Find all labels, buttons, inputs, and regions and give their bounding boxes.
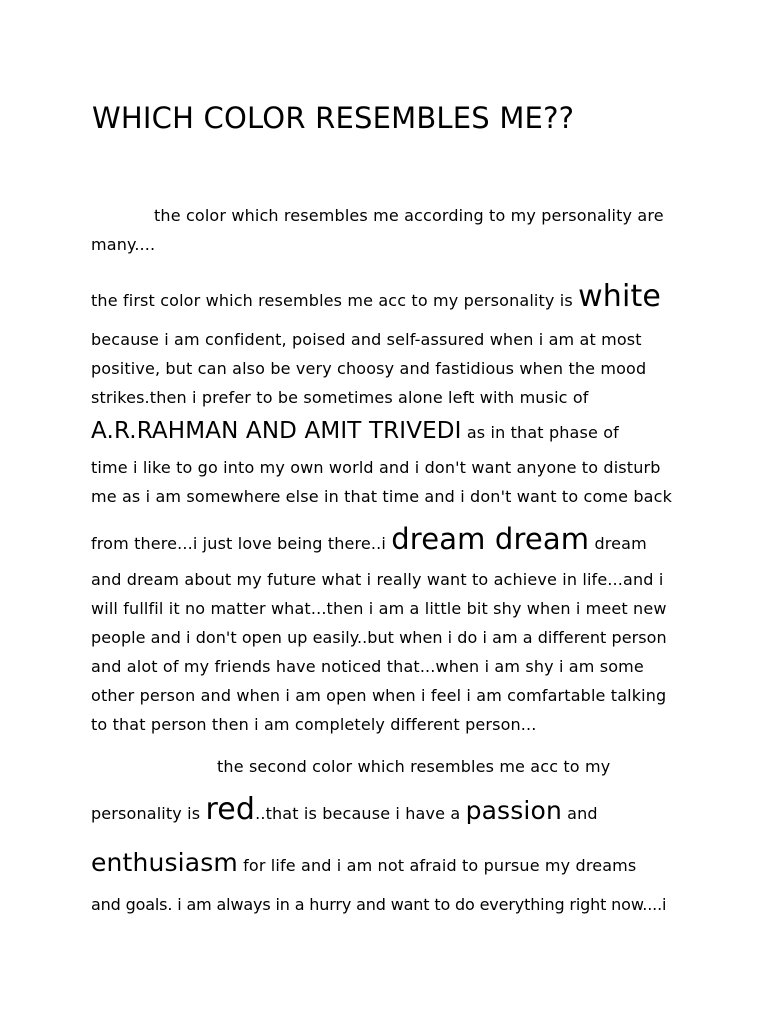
para3-line-2 — [91, 792, 598, 827]
emphasis-passion: passion — [465, 796, 562, 825]
para3-line-4: and goals. i am always in a hurry and want to do everything right now....i — [91, 895, 667, 914]
para1-line-2: many.... — [91, 235, 156, 254]
text-span: and — [561, 804, 598, 823]
para2-line-3: positive, but can also be very choosy and fastidious when the mood — [91, 359, 647, 378]
para2-line-2: because i am confident, poised and self-assured when i am at most — [91, 330, 642, 349]
para2-line-1 — [91, 279, 661, 314]
para2-line-13: other person and when i am open when i feel i am comfartable talking — [91, 686, 667, 705]
text-span: for life and i am not afraid to pursue my dreams — [237, 856, 637, 875]
para3-line-1: the second color which resembles me acc to my — [217, 757, 611, 776]
para3-line-3 — [91, 848, 637, 877]
text-span: ..that is because i have a — [255, 804, 466, 823]
emphasis-dream: dream dream — [391, 522, 590, 556]
para2-line-11: people and i don't open up easily..but when i do i am a different person — [91, 628, 667, 647]
text-span: dream — [589, 534, 647, 553]
para2-line-8 — [91, 522, 647, 556]
para2-line-7: me as i am somewhere else in that time and i don't want to come back — [91, 487, 672, 506]
text-span: personality is — [91, 804, 206, 823]
emphasis-artists: A.R.RAHMAN AND AMIT TRIVEDI — [91, 418, 462, 444]
page-title: WHICH COLOR RESEMBLES ME?? — [92, 101, 575, 135]
emphasis-red: red — [205, 792, 256, 827]
para2-line-14: to that person then i am completely different person... — [91, 715, 537, 734]
para1-line-1: the color which resembles me according to my personality are — [154, 206, 664, 225]
text-span: as in that phase of — [461, 423, 619, 442]
emphasis-white: white — [578, 279, 661, 314]
para2-line-10: will fullfil it no matter what...then i am a little bit shy when i meet new — [91, 599, 667, 618]
para2-line-4: strikes.then i prefer to be sometimes alone left with music of — [91, 388, 589, 407]
para2-line-5 — [91, 418, 619, 444]
emphasis-enthusiasm: enthusiasm — [91, 848, 238, 877]
para2-line-6: time i like to go into my own world and i don't want anyone to disturb — [91, 458, 661, 477]
text-span: the first color which resembles me acc to my personality is — [91, 291, 579, 310]
para2-line-12: and alot of my friends have noticed that...when i am shy i am some — [91, 657, 644, 676]
para2-line-9: and dream about my future what i really want to achieve in life...and i — [91, 570, 664, 589]
text-span: from there...i just love being there..i — [91, 534, 392, 553]
